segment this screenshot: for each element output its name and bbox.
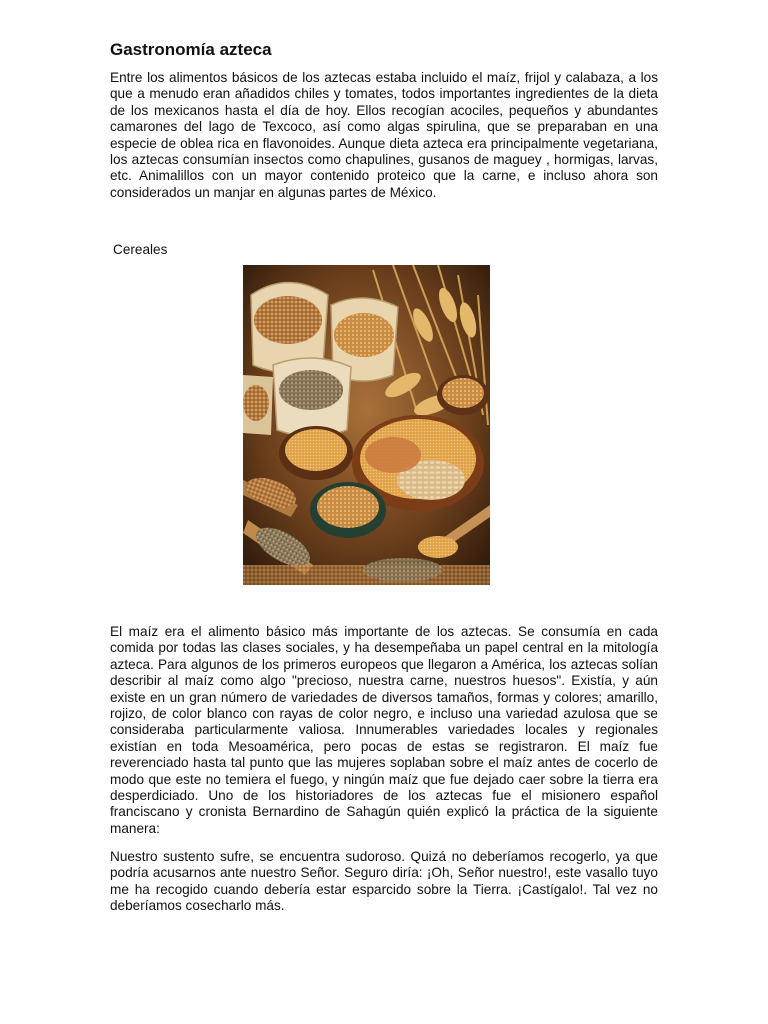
document-body — [110, 40, 658, 201]
cereals-photo — [243, 265, 490, 585]
document-title: Gastronomía azteca — [110, 40, 272, 59]
section-label-cereales: Cereales — [113, 242, 168, 257]
quote-section — [110, 849, 658, 915]
maiz-section — [110, 624, 658, 837]
intro-paragraph: Entre los alimentos básicos de los aztecas estaba incluido el maíz, frijol y calabaza, a los que a menudo eran añadidos chiles y tomates, todos importantes ingredientes de la dieta de los mexicanos hasta el día de hoy. Ellos recogían acociles, pequeños y abundantes camarones del lago de Texcoco, así como algas spirulina, que se preparaban en una especie de oblea rica en flavonoides. Aunque dieta azteca era principalmente vegetariana, los aztecas consumían insectos como chapulines, gusanos de maguey , hormigas, larvas, etc. Animalillos con un mayor contenido proteico que la carne, e incluso ahora son considerados un manjar en algunas partes de México. — [110, 70, 658, 200]
quote-paragraph: Nuestro sustento sufre, se encuentra sudoroso. Quizá no deberíamos recogerlo, ya que podría acusarnos ante nuestro Señor. Seguro diría: ¡Oh, Señor nuestro!, este vasallo tuyo me ha recogido cuando debería estar esparcido sobre la Tierra. ¡Castígalo!. Tal vez no deberíamos cosecharlo más. — [110, 849, 658, 914]
maiz-paragraph: El maíz era el alimento básico más importante de los aztecas. Se consumía en cada comida por todas las clases sociales, y ha desempeñaba un papel central en la mitología azteca. Para algunos de los primeros europeos que llegaron a América, los aztecas solían describir al maíz como algo "precioso, nuestra carne, nuestros huesos". Existía, y aún existe en un gran número de variedades de diversos tamaños, formas y colores; amarillo, rojizo, de color blanco con rayas de color negro, e incluso una variedad azulosa que se consideraba particularmente valiosa. Innumerables variedades locales y regionales existían en toda Mesoamérica, pero pocas de estas se registraron. El maíz fue reverenciado hasta tal punto que las mujeres soplaban sobre el maíz antes de cocerlo de modo que este no temiera el fuego, y ningún maíz que fue dejado caer sobre la tierra era desperdiciado. Uno de los historiadores de los aztecas fue el misionero español franciscano y cronista Bernardino de Sahagún quién explicó la práctica de la siguiente manera: — [110, 624, 658, 836]
